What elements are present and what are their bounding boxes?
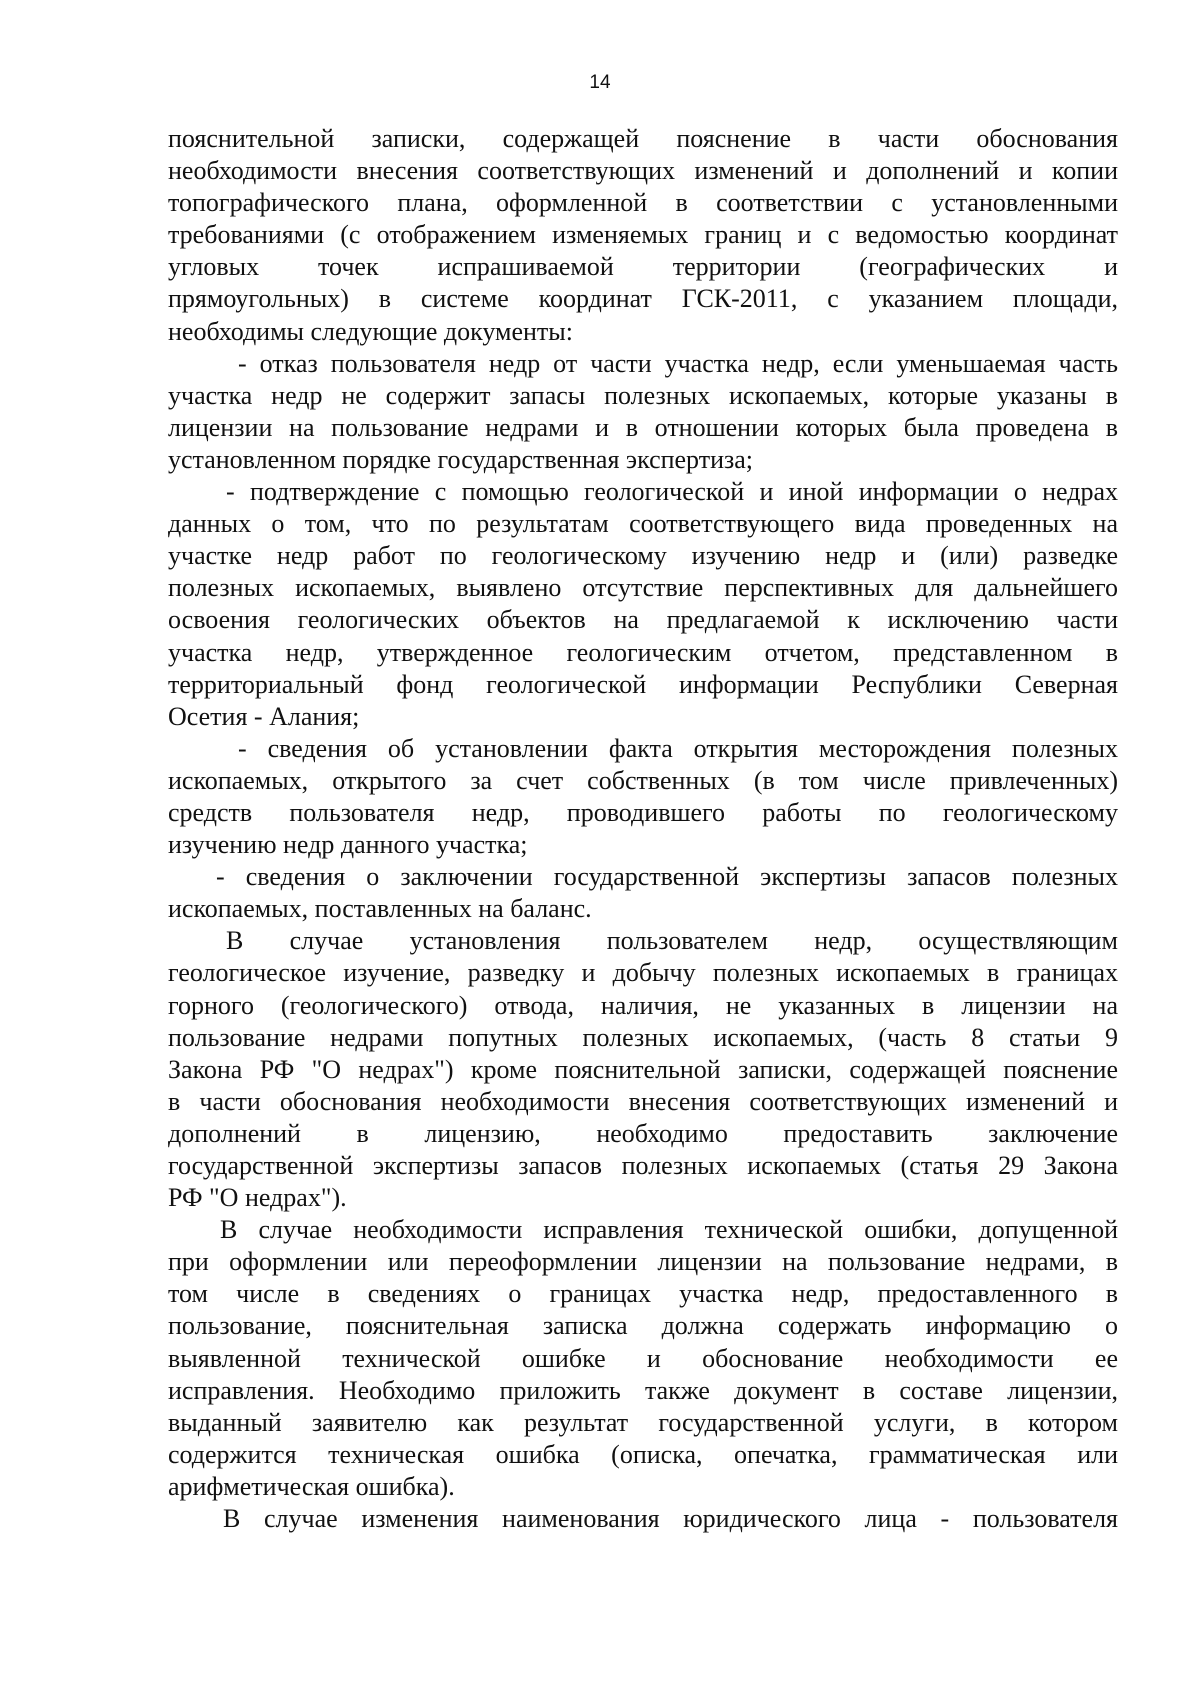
text-line: содержится техническая ошибка (описка, опечатка, грамматическая или xyxy=(168,1439,1118,1469)
text-line: том числе в сведениях о границах участка недр, предоставленного в xyxy=(168,1279,1118,1309)
text-line: требованиями (с отображением изменяемых границ и с ведомостью координат xyxy=(168,220,1118,250)
text-line: арифметическая ошибка). xyxy=(168,1471,455,1501)
text-line: участке недр работ по геологическому изучению недр и (или) разведке xyxy=(168,541,1118,571)
text-line: в части обоснования необходимости внесения соответствующих изменений и xyxy=(168,1086,1118,1116)
text-line: участка недр, утвержденное геологическим отчетом, представленном в xyxy=(168,637,1118,667)
text-line: геологическое изучение, разведку и добычу полезных ископаемых в границах xyxy=(168,958,1118,988)
text-line: исправления. Необходимо приложить также документ в составе лицензии, xyxy=(168,1375,1118,1405)
text-line: пояснительной записки, содержащей пояснение в части обоснования xyxy=(168,124,1118,153)
text-line: выданный заявителю как результат государственной услуги, в котором xyxy=(168,1407,1118,1437)
text-line: дополнений в лицензию, необходимо предоставить заключение xyxy=(168,1118,1118,1148)
text-line: прямоугольных) в системе координат ГСК-2011, с указанием площади, xyxy=(168,284,1118,314)
page-number: 14 xyxy=(589,72,611,93)
text-line: полезных ископаемых, выявлено отсутствие перспективных для дальнейшего xyxy=(168,573,1118,603)
text-line: данных о том, что по результатам соответствующего вида проведенных на xyxy=(168,509,1118,539)
text-line: пользование недрами попутных полезных ископаемых, (часть 8 статьи 9 xyxy=(168,1022,1118,1052)
text-line: В случае изменения наименования юридического лица - пользователя xyxy=(223,1504,1118,1534)
text-line: В случае необходимости исправления технической ошибки, допущенной xyxy=(220,1215,1118,1245)
text-line: при оформлении или переоформлении лицензии на пользование недрами, в xyxy=(168,1247,1118,1277)
document-body xyxy=(168,123,1118,1535)
text-line: лицензии на пользование недрами и в отношении которых была проведена в xyxy=(168,412,1118,442)
text-line: горного (геологического) отвода, наличия, не указанных в лицензии на xyxy=(168,990,1118,1020)
text-line: - сведения об установлении факта открытия месторождения полезных xyxy=(238,733,1118,763)
text-line: государственной экспертизы запасов полезных ископаемых (статья 29 Закона xyxy=(168,1151,1118,1180)
text-line: выявленной технической ошибке и обоснование необходимости ее xyxy=(168,1343,1118,1373)
text-line: топографического плана, оформленной в соответствии с установленными xyxy=(168,188,1118,218)
text-line: освоения геологических объектов на предлагаемой к исключению части xyxy=(168,605,1118,635)
text-line: Закона РФ "О недрах") кроме пояснительной записки, содержащей пояснение xyxy=(168,1054,1118,1084)
text-line: установленном порядке государственная экспертиза; xyxy=(168,444,754,474)
text-line: пользование, пояснительная записка должна содержать информацию о xyxy=(168,1311,1118,1341)
text-line: необходимости внесения соответствующих изменений и дополнений и копии xyxy=(168,156,1118,186)
text-line: - подтверждение с помощью геологической и иной информации о недрах xyxy=(226,477,1118,507)
text-line: ископаемых, поставленных на баланс. xyxy=(168,894,592,924)
text-line: В случае установления пользователем недр, осуществляющим xyxy=(226,926,1118,956)
text-line: - сведения о заключении государственной экспертизы запасов полезных xyxy=(216,862,1118,892)
text-line: изучению недр данного участка; xyxy=(168,830,528,860)
text-line: необходимы следующие документы: xyxy=(168,316,573,346)
text-line: ископаемых, открытого за счет собственных (в том числе привлеченных) xyxy=(168,765,1118,795)
text-line: территориальный фонд геологической информации Республики Северная xyxy=(168,669,1118,699)
text-line: средств пользователя недр, проводившего работы по геологическому xyxy=(168,797,1118,827)
text-line: РФ "О недрах"). xyxy=(168,1183,347,1213)
text-line: - отказ пользователя недр от части участка недр, если уменьшаемая часть xyxy=(238,348,1118,378)
text-line: участка недр не содержит запасы полезных ископаемых, которые указаны в xyxy=(168,380,1118,410)
text-line: угловых точек испрашиваемой территории (географических и xyxy=(168,252,1118,282)
text-line: Осетия - Алания; xyxy=(168,701,360,731)
